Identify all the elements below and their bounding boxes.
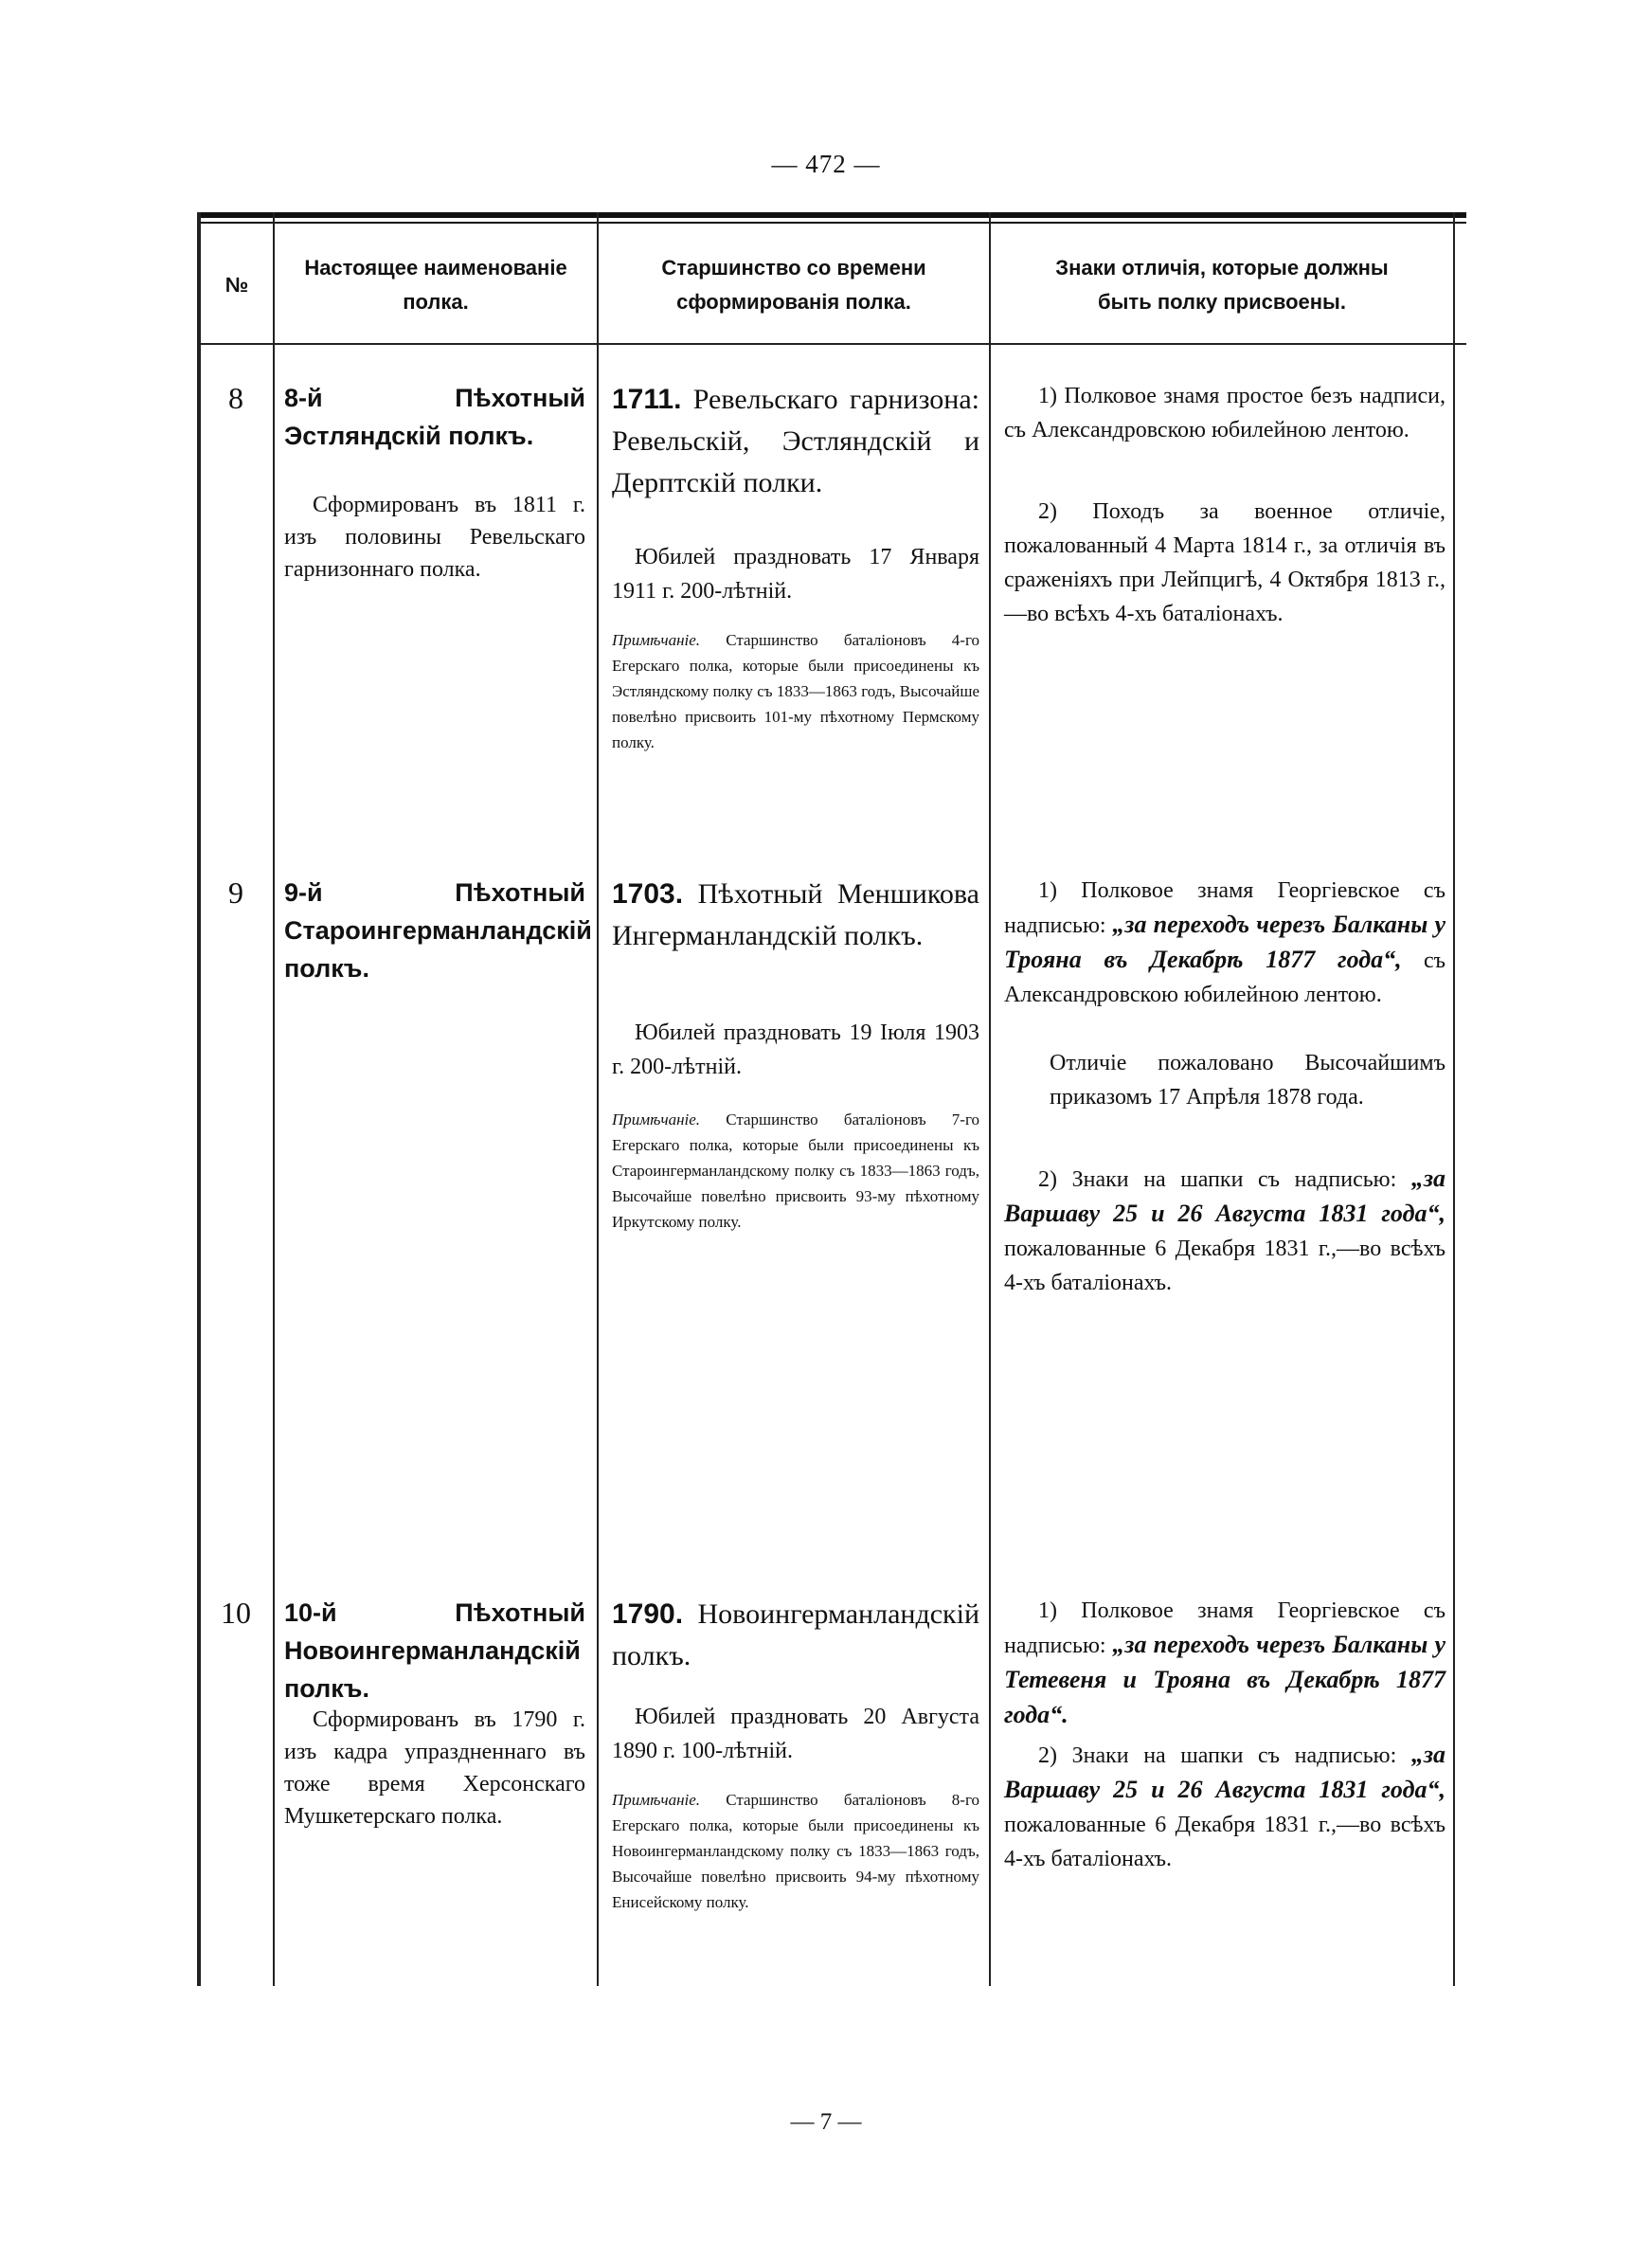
honor-item: 2) Знаки на шапки съ надписью: „за Варшаву 25 и 26 Августа 1831 года“, пожалованные 6 Декабря 1831 г.,—во всѣхъ 4-хъ баталіонахъ. [1004, 1165, 1446, 1295]
note-text: Старшинство баталіоновъ 4-го Егерскаго полка, которые были присоединены къ Эстляндскому полку съ 1833—1863 годъ, Высочайше повелѣно присвоить 101-му пѣхотному Пермскому полку. [612, 631, 979, 751]
jubilee-text: Юбилей праздновать 19 Іюля 1903 г. 200-лѣтній. [612, 1020, 979, 1079]
column-divider [597, 212, 599, 1986]
note-label: Примѣчаніе. [612, 1110, 701, 1128]
honor-inscription: „за Варшаву 25 и 26 Августа 1831 года“, [1004, 1165, 1446, 1227]
regiments-table [197, 212, 1466, 1986]
regiment-name: 10-й Пѣхотный Новоингерманландскій полкъ. [284, 1598, 585, 1703]
honor-note: Отличіе пожаловано Высочайшимъ приказомъ 17 Апрѣля 1878 года. [1050, 1051, 1446, 1110]
row-number: 8 [228, 381, 243, 415]
honor-item: 2) Знаки на шапки съ надписью: „за Варшаву 25 и 26 Августа 1831 года“, пожалованные 6 Декабря 1831 г.,—во всѣхъ 4-хъ баталіонахъ. [1004, 1741, 1446, 1871]
note-block [612, 1787, 979, 1915]
table-top-rule-thin [197, 222, 1466, 224]
seniority-text: Пѣхотный Меншикова Ингерманландскій полкъ. [612, 878, 979, 951]
note-label: Примѣчаніе. [612, 1791, 701, 1809]
seniority-text: Ревельскаго гарнизона: Ревельскій, Эстляндскій и Дерптскій полки. [612, 384, 979, 498]
note-block [612, 627, 979, 755]
signature-mark: — 7 — [790, 2109, 862, 2135]
honor-item: 1) Полковое знамя Георгіевское съ надписью: „за переходъ черезъ Балканы у Тетевеня и Трояна въ Декабрѣ 1877 года“. [1004, 1598, 1446, 1728]
column-divider [197, 212, 201, 1986]
regiment-name: 9-й Пѣхотный Староингерманландскій полкъ. [284, 878, 592, 983]
header-seniority: Старшинство со времени сформированія полка. [661, 256, 926, 314]
header-bottom-rule [197, 343, 1466, 345]
column-divider [273, 212, 275, 1986]
seniority-year: 1711. [612, 384, 682, 415]
note-label: Примѣчаніе. [612, 631, 701, 649]
column-divider [1453, 212, 1455, 1986]
honor-inscription: „за переходъ черезъ Балканы у Тетевеня и Трояна въ Декабрѣ 1877 года“. [1004, 1631, 1446, 1728]
note-block [612, 1107, 979, 1235]
jubilee-text: Юбилей праздновать 17 Января 1911 г. 200-лѣтній. [612, 545, 979, 604]
note-text: Старшинство баталіоновъ 7-го Егерскаго полка, которые были присоединены къ Староингерманландскому полку съ 1833—1863 годъ, Высочайше повелѣно присвоить 93-му пѣхотному Иркутскому полку. [612, 1110, 979, 1231]
regiment-name: 8-й Пѣхотный Эстляндскій полкъ. [284, 384, 585, 450]
seniority-year: 1703. [612, 878, 684, 910]
note-text: Старшинство баталіоновъ 8-го Егерскаго полка, которые были присоединены къ Новоингерманландскому полку съ 1833—1863 годъ, Высочайше повелѣно присвоить 94-му пѣхотному Енисейскому полку. [612, 1791, 979, 1911]
honor-item: 2) Походъ за военное отличіе, пожалованный 4 Марта 1814 г., за отличія въ сраженіяхъ при Лейпцигѣ, 4 Октября 1813 г.,—во всѣхъ 4-хъ баталіонахъ. [1004, 499, 1446, 626]
honor-item: 1) Полковое знамя простое безъ надписи, съ Александровскою юбилейною лентою. [1004, 384, 1446, 442]
seniority-text: Новоингерманландскій полкъ. [612, 1598, 979, 1671]
header-honors: Знаки отличія, которые должны быть полку присвоены. [1055, 256, 1389, 314]
seniority-origin [612, 874, 979, 957]
seniority-year: 1790. [612, 1598, 684, 1630]
column-divider [989, 212, 991, 1986]
regiment-formed: Сформированъ въ 1790 г. изъ кадра упраздненнаго въ тоже время Херсонскаго Мушкетерскаго полка. [284, 1707, 585, 1829]
seniority-origin [612, 379, 979, 504]
jubilee-text: Юбилей праздновать 20 Августа 1890 г. 100-лѣтній. [612, 1705, 979, 1763]
row-number: 10 [221, 1596, 251, 1630]
seniority-origin [612, 1594, 979, 1677]
honor-inscription: „за переходъ черезъ Балканы у Трояна въ Декабрѣ 1877 года“, [1004, 911, 1446, 973]
honor-item: 1) Полковое знамя Георгіевское съ надписью: „за переходъ черезъ Балканы у Трояна въ Декабрѣ 1877 года“, съ Александровскою юбилейною лентою. [1004, 878, 1446, 1007]
page-number: — 472 — [771, 150, 881, 178]
table-top-rule [197, 212, 1466, 218]
regiment-formed: Сформированъ въ 1811 г. изъ половины Ревельскаго гарнизоннаго полка. [284, 493, 585, 582]
header-number: № [224, 273, 249, 297]
header-name: Настоящее наименованіе полка. [304, 256, 567, 314]
honor-inscription: „за Варшаву 25 и 26 Августа 1831 года“, [1004, 1741, 1446, 1803]
row-number: 9 [228, 876, 243, 910]
